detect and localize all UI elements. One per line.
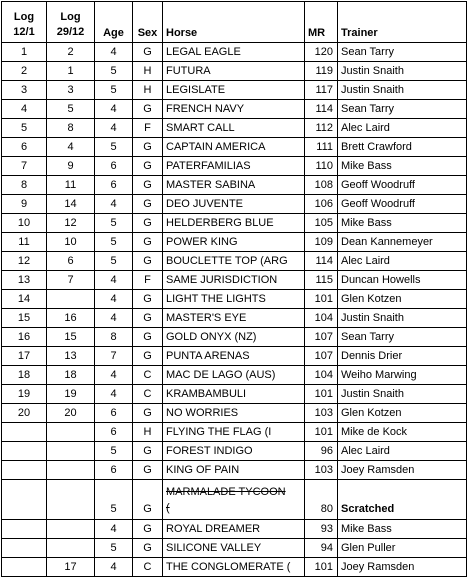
cell-log-29-12: 3 <box>47 81 95 100</box>
table-row <box>2 366 467 385</box>
cell-mr: 106 <box>305 195 338 214</box>
cell-horse: SMART CALL <box>163 119 305 138</box>
cell-log-12-1: 2 <box>2 62 47 81</box>
cell-age: 5 <box>95 81 133 100</box>
cell-sex: G <box>133 404 163 423</box>
table-row <box>2 100 467 119</box>
ratings-table <box>1 1 467 577</box>
table-body <box>2 43 467 577</box>
cell-horse: CAPTAIN AMERICA <box>163 138 305 157</box>
header-mr: MR <box>305 2 338 43</box>
header-log-12-1-line2: 12/1 <box>13 26 35 38</box>
cell-sex: G <box>133 309 163 328</box>
cell-log-29-12 <box>47 461 95 480</box>
scratched-horse-name: MARMALADE TYCOON ( <box>166 486 286 514</box>
header-log-29-12-line2: 29/12 <box>56 26 85 38</box>
cell-mr: 107 <box>305 347 338 366</box>
cell-age: 5 <box>95 214 133 233</box>
cell-trainer: Glen Kotzen <box>338 290 467 309</box>
cell-horse: PUNTA ARENAS <box>163 347 305 366</box>
cell-mr: 117 <box>305 81 338 100</box>
cell-horse: MASTER'S EYE <box>163 309 305 328</box>
table-row <box>2 81 467 100</box>
cell-log-12-1: 8 <box>2 176 47 195</box>
cell-mr: 112 <box>305 119 338 138</box>
cell-horse: NO WORRIES <box>163 404 305 423</box>
cell-age: 6 <box>95 157 133 176</box>
cell-sex: G <box>133 43 163 62</box>
table-row <box>2 290 467 309</box>
cell-mr: 105 <box>305 214 338 233</box>
cell-age: 5 <box>95 233 133 252</box>
cell-trainer: Alec Laird <box>338 442 467 461</box>
cell-trainer: Glen Puller <box>338 539 467 558</box>
cell-mr: 101 <box>305 385 338 404</box>
table-row <box>2 119 467 138</box>
cell-log-29-12: 2 <box>47 43 95 62</box>
cell-mr: 104 <box>305 366 338 385</box>
cell-age: 4 <box>95 195 133 214</box>
cell-sex: G <box>133 195 163 214</box>
cell-log-29-12: 5 <box>47 100 95 119</box>
cell-log-29-12: 15 <box>47 328 95 347</box>
cell-mr: 109 <box>305 233 338 252</box>
table-row <box>2 539 467 558</box>
cell-age: 6 <box>95 423 133 442</box>
cell-trainer: Sean Tarry <box>338 100 467 119</box>
cell-log-12-1: 14 <box>2 290 47 309</box>
cell-trainer: Dennis Drier <box>338 347 467 366</box>
cell-trainer: Sean Tarry <box>338 328 467 347</box>
cell-trainer: Justin Snaith <box>338 81 467 100</box>
cell-sex: G <box>133 461 163 480</box>
cell-log-29-12: 20 <box>47 404 95 423</box>
table-row <box>2 558 467 577</box>
cell-trainer: Sean Tarry <box>338 43 467 62</box>
cell-age: 4 <box>95 43 133 62</box>
cell-age: 8 <box>95 328 133 347</box>
cell-horse: PATERFAMILIAS <box>163 157 305 176</box>
table-row <box>2 442 467 461</box>
cell-log-29-12 <box>47 520 95 539</box>
cell-sex: G <box>133 442 163 461</box>
cell-sex: G <box>133 520 163 539</box>
table-row <box>2 195 467 214</box>
cell-trainer: Mike Bass <box>338 214 467 233</box>
cell-log-29-12: 14 <box>47 195 95 214</box>
cell-trainer: Scratched <box>338 480 467 520</box>
cell-mr: 110 <box>305 157 338 176</box>
cell-age: 6 <box>95 461 133 480</box>
cell-log-12-1: 13 <box>2 271 47 290</box>
header-age: Age <box>95 2 133 43</box>
table-row <box>2 62 467 81</box>
cell-mr: 108 <box>305 176 338 195</box>
cell-log-12-1: 18 <box>2 366 47 385</box>
table-row <box>2 138 467 157</box>
cell-trainer: Justin Snaith <box>338 385 467 404</box>
cell-log-12-1: 17 <box>2 347 47 366</box>
cell-sex: G <box>133 290 163 309</box>
cell-log-12-1: 3 <box>2 81 47 100</box>
cell-log-29-12: 6 <box>47 252 95 271</box>
cell-mr: 103 <box>305 461 338 480</box>
cell-horse: LEGISLATE <box>163 81 305 100</box>
cell-sex: H <box>133 62 163 81</box>
cell-age: 5 <box>95 252 133 271</box>
cell-age: 4 <box>95 100 133 119</box>
cell-mr: 120 <box>305 43 338 62</box>
cell-age: 4 <box>95 290 133 309</box>
cell-log-29-12: 13 <box>47 347 95 366</box>
cell-log-29-12 <box>47 290 95 309</box>
cell-trainer: Joey Ramsden <box>338 461 467 480</box>
cell-trainer: Geoff Woodruff <box>338 195 467 214</box>
cell-log-29-12 <box>47 480 95 520</box>
cell-log-29-12: 9 <box>47 157 95 176</box>
cell-mr: 101 <box>305 423 338 442</box>
cell-sex: F <box>133 271 163 290</box>
table-row <box>2 252 467 271</box>
cell-sex: C <box>133 366 163 385</box>
table-row <box>2 461 467 480</box>
cell-trainer: Duncan Howells <box>338 271 467 290</box>
cell-log-12-1 <box>2 423 47 442</box>
cell-mr: 111 <box>305 138 338 157</box>
table-row <box>2 309 467 328</box>
table-row <box>2 404 467 423</box>
cell-log-29-12: 7 <box>47 271 95 290</box>
cell-sex: G <box>133 100 163 119</box>
cell-trainer: Justin Snaith <box>338 62 467 81</box>
cell-log-12-1: 15 <box>2 309 47 328</box>
cell-age: 4 <box>95 385 133 404</box>
cell-log-12-1: 7 <box>2 157 47 176</box>
cell-log-29-12: 11 <box>47 176 95 195</box>
cell-log-29-12: 17 <box>47 558 95 577</box>
cell-log-12-1 <box>2 442 47 461</box>
cell-log-12-1 <box>2 520 47 539</box>
table-row <box>2 328 467 347</box>
cell-log-29-12: 1 <box>47 62 95 81</box>
cell-mr: 114 <box>305 252 338 271</box>
cell-trainer: Mike Bass <box>338 520 467 539</box>
table-row <box>2 214 467 233</box>
cell-log-12-1: 20 <box>2 404 47 423</box>
table-row <box>2 423 467 442</box>
table-row <box>2 157 467 176</box>
cell-horse: MASTER SABINA <box>163 176 305 195</box>
cell-log-29-12 <box>47 539 95 558</box>
cell-sex: G <box>133 157 163 176</box>
cell-mr: 101 <box>305 290 338 309</box>
cell-mr: 114 <box>305 100 338 119</box>
cell-log-29-12: 8 <box>47 119 95 138</box>
cell-age: 6 <box>95 176 133 195</box>
cell-sex: G <box>133 252 163 271</box>
cell-trainer: Mike de Kock <box>338 423 467 442</box>
cell-log-12-1: 10 <box>2 214 47 233</box>
cell-horse: LEGAL EAGLE <box>163 43 305 62</box>
cell-horse: LIGHT THE LIGHTS <box>163 290 305 309</box>
cell-horse: GOLD ONYX (NZ) <box>163 328 305 347</box>
cell-sex: F <box>133 119 163 138</box>
cell-trainer: Weiho Marwing <box>338 366 467 385</box>
cell-mr: 104 <box>305 309 338 328</box>
cell-log-12-1 <box>2 539 47 558</box>
cell-log-12-1: 12 <box>2 252 47 271</box>
cell-sex: C <box>133 385 163 404</box>
cell-log-12-1 <box>2 480 47 520</box>
cell-age: 5 <box>95 480 133 520</box>
table-row <box>2 43 467 62</box>
header-log-12-1 <box>2 2 47 43</box>
cell-sex: G <box>133 328 163 347</box>
cell-age: 4 <box>95 520 133 539</box>
cell-trainer: Glen Kotzen <box>338 404 467 423</box>
cell-sex: C <box>133 558 163 577</box>
cell-trainer: Joey Ramsden <box>338 558 467 577</box>
cell-mr: 96 <box>305 442 338 461</box>
cell-mr: 93 <box>305 520 338 539</box>
header-trainer: Trainer <box>338 2 467 43</box>
cell-log-12-1: 19 <box>2 385 47 404</box>
cell-age: 4 <box>95 366 133 385</box>
header-horse: Horse <box>163 2 305 43</box>
cell-log-12-1: 9 <box>2 195 47 214</box>
cell-horse: SAME JURISDICTION <box>163 271 305 290</box>
cell-sex: H <box>133 423 163 442</box>
cell-horse: THE CONGLOMERATE ( <box>163 558 305 577</box>
cell-age: 6 <box>95 404 133 423</box>
cell-horse: ROYAL DREAMER <box>163 520 305 539</box>
cell-age: 5 <box>95 62 133 81</box>
cell-mr: 94 <box>305 539 338 558</box>
table-row <box>2 176 467 195</box>
cell-horse: KRAMBAMBULI <box>163 385 305 404</box>
cell-mr: 80 <box>305 480 338 520</box>
cell-sex: G <box>133 347 163 366</box>
cell-log-12-1: 1 <box>2 43 47 62</box>
table-row <box>2 271 467 290</box>
cell-mr: 103 <box>305 404 338 423</box>
cell-sex: G <box>133 480 163 520</box>
cell-log-12-1: 11 <box>2 233 47 252</box>
cell-mr: 101 <box>305 558 338 577</box>
cell-age: 4 <box>95 119 133 138</box>
header-log-29-12 <box>47 2 95 43</box>
cell-log-12-1 <box>2 461 47 480</box>
cell-trainer: Geoff Woodruff <box>338 176 467 195</box>
cell-horse: HELDERBERG BLUE <box>163 214 305 233</box>
header-log-12-1-line1: Log <box>13 11 35 23</box>
cell-age: 7 <box>95 347 133 366</box>
cell-log-29-12: 10 <box>47 233 95 252</box>
cell-log-29-12: 12 <box>47 214 95 233</box>
cell-mr: 119 <box>305 62 338 81</box>
cell-age: 5 <box>95 442 133 461</box>
cell-log-29-12: 18 <box>47 366 95 385</box>
cell-trainer: Dean Kannemeyer <box>338 233 467 252</box>
header-row <box>2 2 467 43</box>
table-row <box>2 347 467 366</box>
cell-sex: G <box>133 539 163 558</box>
cell-log-12-1: 4 <box>2 100 47 119</box>
cell-sex: G <box>133 214 163 233</box>
cell-horse: DEO JUVENTE <box>163 195 305 214</box>
cell-log-12-1: 6 <box>2 138 47 157</box>
cell-trainer: Mike Bass <box>338 157 467 176</box>
header-sex: Sex <box>133 2 163 43</box>
header-log-29-12-line1: Log <box>60 11 81 23</box>
cell-sex: G <box>133 138 163 157</box>
table-row <box>2 385 467 404</box>
cell-sex: G <box>133 233 163 252</box>
cell-horse: FLYING THE FLAG (I <box>163 423 305 442</box>
cell-horse: POWER KING <box>163 233 305 252</box>
cell-horse: FOREST INDIGO <box>163 442 305 461</box>
cell-sex: G <box>133 176 163 195</box>
cell-mr: 107 <box>305 328 338 347</box>
cell-age: 4 <box>95 558 133 577</box>
cell-trainer: Brett Crawford <box>338 138 467 157</box>
cell-horse: FRENCH NAVY <box>163 100 305 119</box>
cell-log-29-12: 19 <box>47 385 95 404</box>
cell-sex: H <box>133 81 163 100</box>
cell-log-12-1: 16 <box>2 328 47 347</box>
cell-horse <box>163 480 305 520</box>
cell-log-29-12: 4 <box>47 138 95 157</box>
cell-log-29-12 <box>47 423 95 442</box>
cell-age: 5 <box>95 138 133 157</box>
cell-horse: BOUCLETTE TOP (ARG <box>163 252 305 271</box>
ratings-table-container <box>1 1 467 577</box>
cell-log-12-1: 5 <box>2 119 47 138</box>
cell-horse: MAC DE LAGO (AUS) <box>163 366 305 385</box>
table-row <box>2 520 467 539</box>
cell-horse: KING OF PAIN <box>163 461 305 480</box>
cell-horse: SILICONE VALLEY <box>163 539 305 558</box>
cell-age: 4 <box>95 309 133 328</box>
cell-log-29-12: 16 <box>47 309 95 328</box>
cell-age: 5 <box>95 539 133 558</box>
cell-trainer: Alec Laird <box>338 252 467 271</box>
cell-trainer: Alec Laird <box>338 119 467 138</box>
cell-log-12-1 <box>2 558 47 577</box>
cell-age: 4 <box>95 271 133 290</box>
cell-mr: 115 <box>305 271 338 290</box>
cell-trainer: Justin Snaith <box>338 309 467 328</box>
table-row <box>2 480 467 520</box>
table-row <box>2 233 467 252</box>
cell-horse: FUTURA <box>163 62 305 81</box>
cell-log-29-12 <box>47 442 95 461</box>
